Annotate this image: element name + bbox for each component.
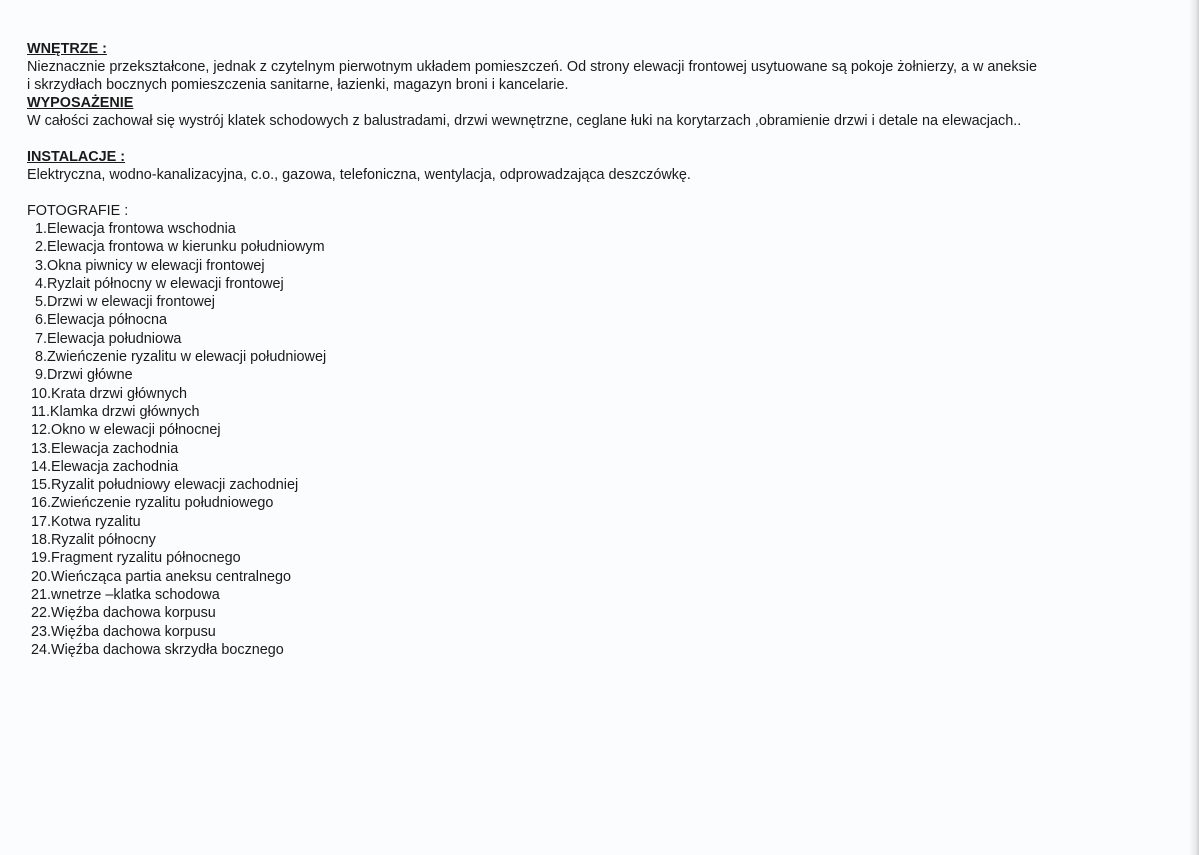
photo-list-item: 3.Okna piwnicy w elewacji frontowej (35, 257, 265, 274)
photo-list-item: 10.Krata drzwi głównych (31, 385, 187, 402)
photo-list (27, 220, 1177, 659)
photo-list-item: 5.Drzwi w elewacji frontowej (35, 294, 215, 311)
photo-list-item: 9.Drzwi główne (35, 367, 133, 384)
heading-instalacje: INSTALACJE : (27, 149, 126, 165)
photo-list-item: 11.Klamka drzwi głównych (31, 403, 200, 420)
section-spacer (27, 184, 1177, 202)
photo-list-item: 17.Kotwa ryzalitu (31, 513, 141, 530)
photo-list-item: 14.Elewacja zachodnia (31, 458, 179, 475)
wyposazenie-text: W całości zachował się wystrój klatek schodowych z balustradami, drzwi wewnętrzne, ceglane łuki na korytarzach ,obramienie drzwi i detale na elewacjach.. (27, 113, 1022, 129)
document-content (27, 40, 1177, 659)
photo-list-item: 13.Elewacja zachodnia (31, 440, 179, 457)
photo-list-item: 8.Zwieńczenie ryzalitu w elewacji południowej (35, 349, 327, 366)
photo-list-item: 20.Wieńcząca partia aneksu centralnego (31, 568, 291, 585)
heading-wnetrze: WNĘTRZE : (27, 41, 107, 57)
photo-list-item: 16.Zwieńczenie ryzalitu południowego (31, 495, 274, 512)
photo-list-item: 1.Elewacja frontowa wschodnia (35, 221, 236, 237)
heading-fotografie: FOTOGRAFIE : (27, 203, 129, 219)
photo-list-item: 22.Więźba dachowa korpusu (31, 605, 216, 622)
photo-list-item: 4.Ryzlait północny w elewacji frontowej (35, 275, 284, 292)
photo-list-item: 15.Ryzalit południowy elewacji zachodniej (31, 477, 299, 494)
photo-list-item: 6.Elewacja północna (35, 312, 168, 329)
photo-list-item: 19.Fragment ryzalitu północnego (31, 550, 241, 567)
wnetrze-text-line1: Nieznacznie przekształcone, jednak z czytelnym pierwotnym układem pomieszczeń. Od strony elewacji frontowej usytuowane są pokoje żołnierzy, a w aneksie (27, 59, 1037, 75)
photo-list-item: 7.Elewacja południowa (35, 330, 182, 347)
heading-wyposazenie: WYPOSAŻENIE (27, 95, 134, 111)
photo-list-item: 12.Okno w elewacji północnej (31, 422, 221, 439)
photo-list-item: 21.wnetrze –klatka schodowa (31, 586, 220, 603)
photo-list-item: 18.Ryzalit północny (31, 532, 156, 549)
photo-list-item: 2.Elewacja frontowa w kierunku południowym (35, 239, 325, 256)
photo-list-item: 24.Więźba dachowa skrzydła bocznego (31, 641, 284, 658)
wnetrze-text-line2: i skrzydłach bocznych pomieszczenia sanitarne, łazienki, magazyn broni i kancelarie. (27, 77, 569, 93)
section-spacer (27, 130, 1177, 148)
photo-list-item: 23.Więźba dachowa korpusu (31, 623, 216, 640)
instalacje-text: Elektryczna, wodno-kanalizacyjna, c.o., gazowa, telefoniczna, wentylacja, odprowadzająca deszczówkę. (27, 167, 691, 183)
scan-shadow-edge (1189, 0, 1199, 855)
